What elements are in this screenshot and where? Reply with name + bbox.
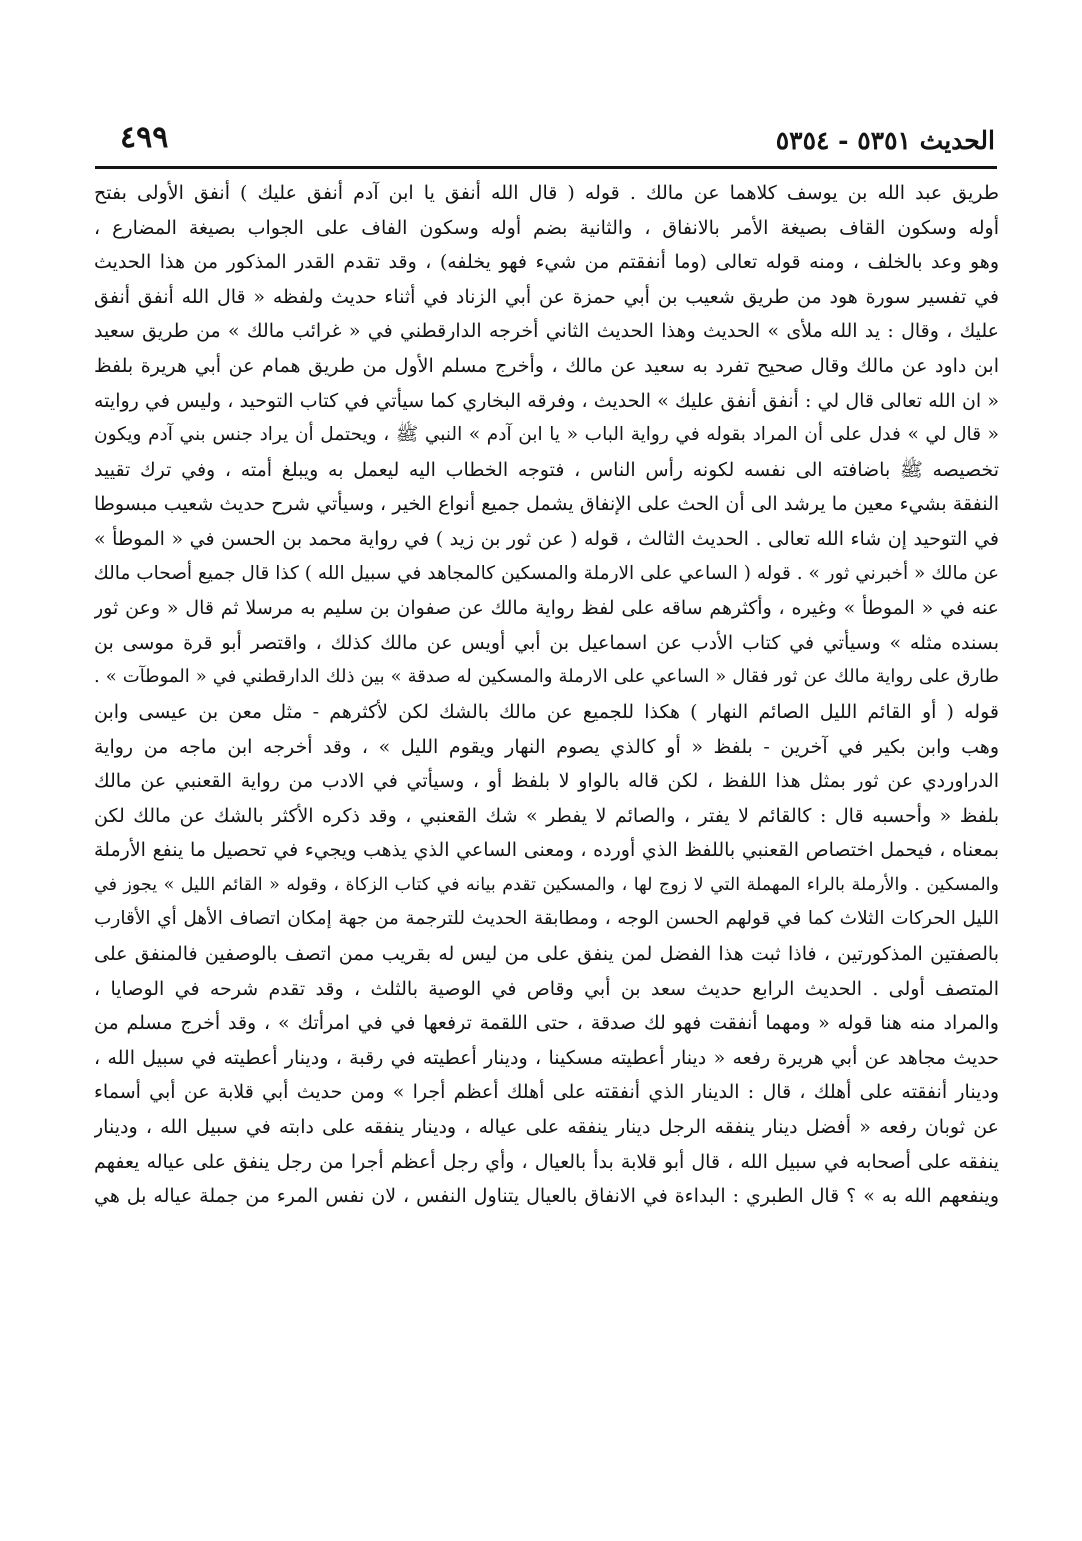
text-line: تخصيصه ﷺ باضافته الى نفسه لكونه رأس الناس ، فتوجه الخطاب اليه ليعمل به ويبلغ أمته ، وفي ترك تقييد <box>94 458 999 481</box>
text-line: قوله ( أو القائم الليل الصائم النهار ) هكذا للجميع عن مالك بالشك لكن لأكثرهم - مثل معن بن عيسى وابن <box>94 700 999 723</box>
text-line: « قال لي » فدل على أن المراد بقوله في رواية الباب « يا ابن آدم » النبي ﷺ ، ويحتمل أن يراد جنس بني آدم ويكون <box>94 424 999 446</box>
text-line: ودينار أنفقته على أهلك ، قال : الدينار الذي أنفقته على أهلك أعظم أجرا » ومن حديث أبي قلابة عن أبي أسماء <box>94 1081 999 1104</box>
text-line: والمسكين . والأرملة بالراء المهملة التي لا زوج لها ، والمسكين تقدم بيانه في كتاب الزكاة ، وقوله « القائم الليل » يجوز في <box>94 874 999 895</box>
text-line: في التوحيد إن شاء الله تعالى . الحديث الثالث ، قوله ( عن ثور بن زيد ) في رواية محمد بن الحسن في « الموطأ » <box>94 527 999 550</box>
text-line: أوله وسكون القاف بصيغة الأمر بالانفاق ، والثانية بضم أوله وسكون الفاف على الجواب بصيغة المضارع ، <box>94 216 999 239</box>
text-line: بالصفتين المذكورتين ، فاذا ثبت هذا الفضل لمن ينفق على من ليس له بقريب ممن اتصف بالوصفين فالمنفق على <box>94 943 999 966</box>
page-header <box>98 118 995 164</box>
text-line: عن ثوبان رفعه « أفضل دينار ينفقه الرجل دينار ينفقه على عياله ، ودينار ينفقه على دابته في سبيل الله ، ودينار <box>94 1116 999 1139</box>
text-line: ينفقه على أصحابه في سبيل الله ، قال أبو قلابة بدأ بالعيال ، وأي رجل أعظم أجرا من رجل ينفق على عياله يعفهم <box>94 1150 999 1173</box>
header-divider <box>95 166 997 169</box>
page-number: ٤٩٩ <box>120 120 169 155</box>
text-line: بمعناه ، فيحمل اختصاص القعنبي باللفظ الذي أورده ، ومعنى الساعي الذي يذهب ويجيء في تحصيل ما ينفع الأرملة <box>94 839 999 862</box>
text-line: النفقة بشيء معين ما يرشد الى أن الحث على الإنفاق يشمل جميع أنواع الخير ، وسيأتي شرح حديث شعيب مبسوطا <box>94 493 999 516</box>
text-line: بلفظ « وأحسبه قال : كالقائم لا يفتر ، والصائم لا يفطر » شك القعنبي ، وقد ذكره الأكثر بالشك عن مالك لكن <box>94 804 999 827</box>
text-line: طريق عبد الله بن يوسف كلاهما عن مالك . قوله ( قال الله أنفق يا ابن آدم أنفق عليك ) أنفق الأولى بفتح <box>94 182 999 204</box>
text-line: بسنده مثله » وسيأتي في كتاب الأدب عن اسماعيل بن أبي أويس عن مالك كذلك ، واقتصر أبو قرة موسى بن <box>94 631 999 654</box>
text-line: الليل الحركات الثلاث كما في قولهم الحسن الوجه ، ومطابقة الحديث للترجمة من جهة إمكان اتصاف الأهل أي الأقارب <box>94 908 999 930</box>
text-line: المتصف أولى . الحديث الرابع حديث سعد بن أبي وقاص في الوصية بالثلث ، وقد تقدم شرحه في الوصايا ، <box>94 977 999 1000</box>
text-line: عن مالك « أخبرني ثور » . قوله ( الساعي على الارملة والمسكين كالمجاهد في سبيل الله ) كذا قال جميع أصحاب مالك <box>94 562 999 584</box>
text-line: حديث مجاهد عن أبي هريرة رفعه « دينار أعطيته مسكينا ، ودينار أعطيته في رقبة ، ودينار أعطيته في سبيل الله ، <box>94 1046 999 1069</box>
text-line: والمراد منه هنا قوله « ومهما أنفقت فهو لك صدقة ، حتى اللقمة ترفعها في في امرأتك » ، وقد أخرج مسلم من <box>94 1012 999 1035</box>
running-head-title: الحديث ٥٣٥١ - ٥٣٥٤ <box>775 126 995 155</box>
text-line: ابن داود عن مالك وقال صحيح تفرد به سعيد عن مالك ، وأخرج مسلم الأول من طريق همام عن أبي هريرة بلفظ <box>94 354 999 377</box>
text-line: عنه في « الموطأ » وغيره ، وأكثرهم ساقه على لفظ رواية مالك عن صفوان بن سليم به مرسلا ثم قال « وعن ثور <box>94 597 999 620</box>
text-line: « ان الله تعالى قال لي : أنفق أنفق عليك » الحديث ، وفرقه البخاري كما سيأتي في كتاب التوحيد ، وليس في روايته <box>94 389 999 412</box>
text-line: عليك ، وقال : يد الله ملأى » الحديث وهذا الحديث الثاني أخرجه الدارقطني في « غرائب مالك » من طريق سعيد <box>94 320 999 343</box>
text-line: طارق على رواية مالك عن ثور فقال « الساعي على الارملة والمسكين له صدقة » بين ذلك الدارقطني في « الموطآت » . <box>94 666 999 688</box>
text-line: الدراوردي عن ثور بمثل هذا اللفظ ، لكن قاله بالواو لا بلفظ أو ، وسيأتي في الادب من رواية القعنبي عن مالك <box>94 770 999 793</box>
text-line: وينفعهم الله به » ؟ قال الطبري : البداءة في الانفاق بالعيال يتناول النفس ، لان نفس المرء من جملة عياله بل هي <box>94 1185 999 1208</box>
text-line: في تفسير سورة هود من طريق شعيب بن أبي حمزة عن أبي الزناد في أثناء حديث ولفظه « قال الله أنفق أنفق <box>94 285 999 308</box>
text-line: وهب وابن بكير في آخرين - بلفظ « أو كالذي يصوم النهار ويقوم الليل » ، وقد أخرجه ابن ماجه من رواية <box>94 735 999 758</box>
text-line: وهو وعد بالخلف ، ومنه قوله تعالى (وما أنفقتم من شيء فهو يخلفه) ، وقد تقدم القدر المذكور من هذا الحديث <box>94 251 999 274</box>
body-text <box>94 176 999 1214</box>
